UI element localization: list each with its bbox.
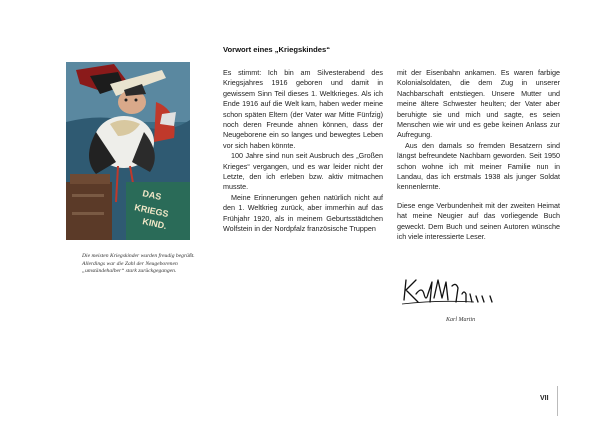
svg-text:DAS: DAS (141, 188, 163, 202)
foreword-heading: Vorwort eines „Kriegskindes“ (223, 45, 331, 54)
page-divider (557, 386, 558, 416)
figure-caption: Die meisten Kriegskinder wurden freudig begrüßt. Allerdings war die Zahl der Neugeborenen „umständehalber“ stark zurückgegangen. (82, 253, 195, 275)
signature-name: Karl Martin (446, 317, 476, 323)
svg-text:KRIEGS: KRIEGS (133, 202, 170, 220)
svg-text:KIND.: KIND. (141, 216, 168, 232)
handwritten-signature (398, 272, 498, 314)
page-number: VII (540, 395, 549, 402)
war-child-stork-image (66, 62, 190, 240)
paragraph: Es stimmt: Ich bin am Silvesterabend des Kriegsjahres 1916 geboren und damit in gewissem Sinn Teil dieses 1. Weltkrieges. Als ich Ende 1916 auf die Welt kam, haben weder meine schon späten Eltern (der Vater war Mitte Fünfzig) noch deren Freunde ahnen können, dass der Neugeborene ein so langes und bewegtes Leben vor sich haben könnte. (223, 68, 383, 150)
paragraph: Diese enge Verbundenheit mit der zweiten Heimat hat meine Neugier auf das vorliegende Buch geweckt. Dem Buch und seinen Autoren wünsche ich viele interessierte Leser. (397, 200, 560, 242)
paragraph: 100 Jahre sind nun seit Ausbruch des „Großen Krieges“ vergangen, und es war leider nicht der Letzte, den ich erleben bzw. aktiv mitmachen musste. (223, 151, 383, 192)
text-column-right (397, 68, 560, 243)
postcard-illustration (66, 62, 190, 240)
paragraph: Aus den damals so fremden Besatzern sind längst befreundete Nachbarn geworden. Seit 1950 schon wohne ich mit meiner Familie nun in Landau, das ich erstmals 1938 als junger Soldat kennenlernte. (397, 140, 560, 192)
paragraph: Meine Erinnerungen gehen natürlich nicht auf den 1. Weltkrieg zurück, aber immerhin auf das Frühjahr 1920, als in meinem Geburtsstädtchen Wolfstein in der Nordpfalz französische Truppen (223, 192, 383, 234)
text-column-left (223, 68, 383, 235)
paragraph: mit der Eisenbahn ankamen. Es waren farbige Kolonialsoldaten, die dem Zug in unserer Nachbarschaft entstiegen. Unsere Mutter und meine ältere Schwester heulten; der Vater aber beruhigte sie und mich und sagte, es seien Menschen wie wir und es gebe keinen Anlass zur Aufregung. (397, 68, 560, 140)
